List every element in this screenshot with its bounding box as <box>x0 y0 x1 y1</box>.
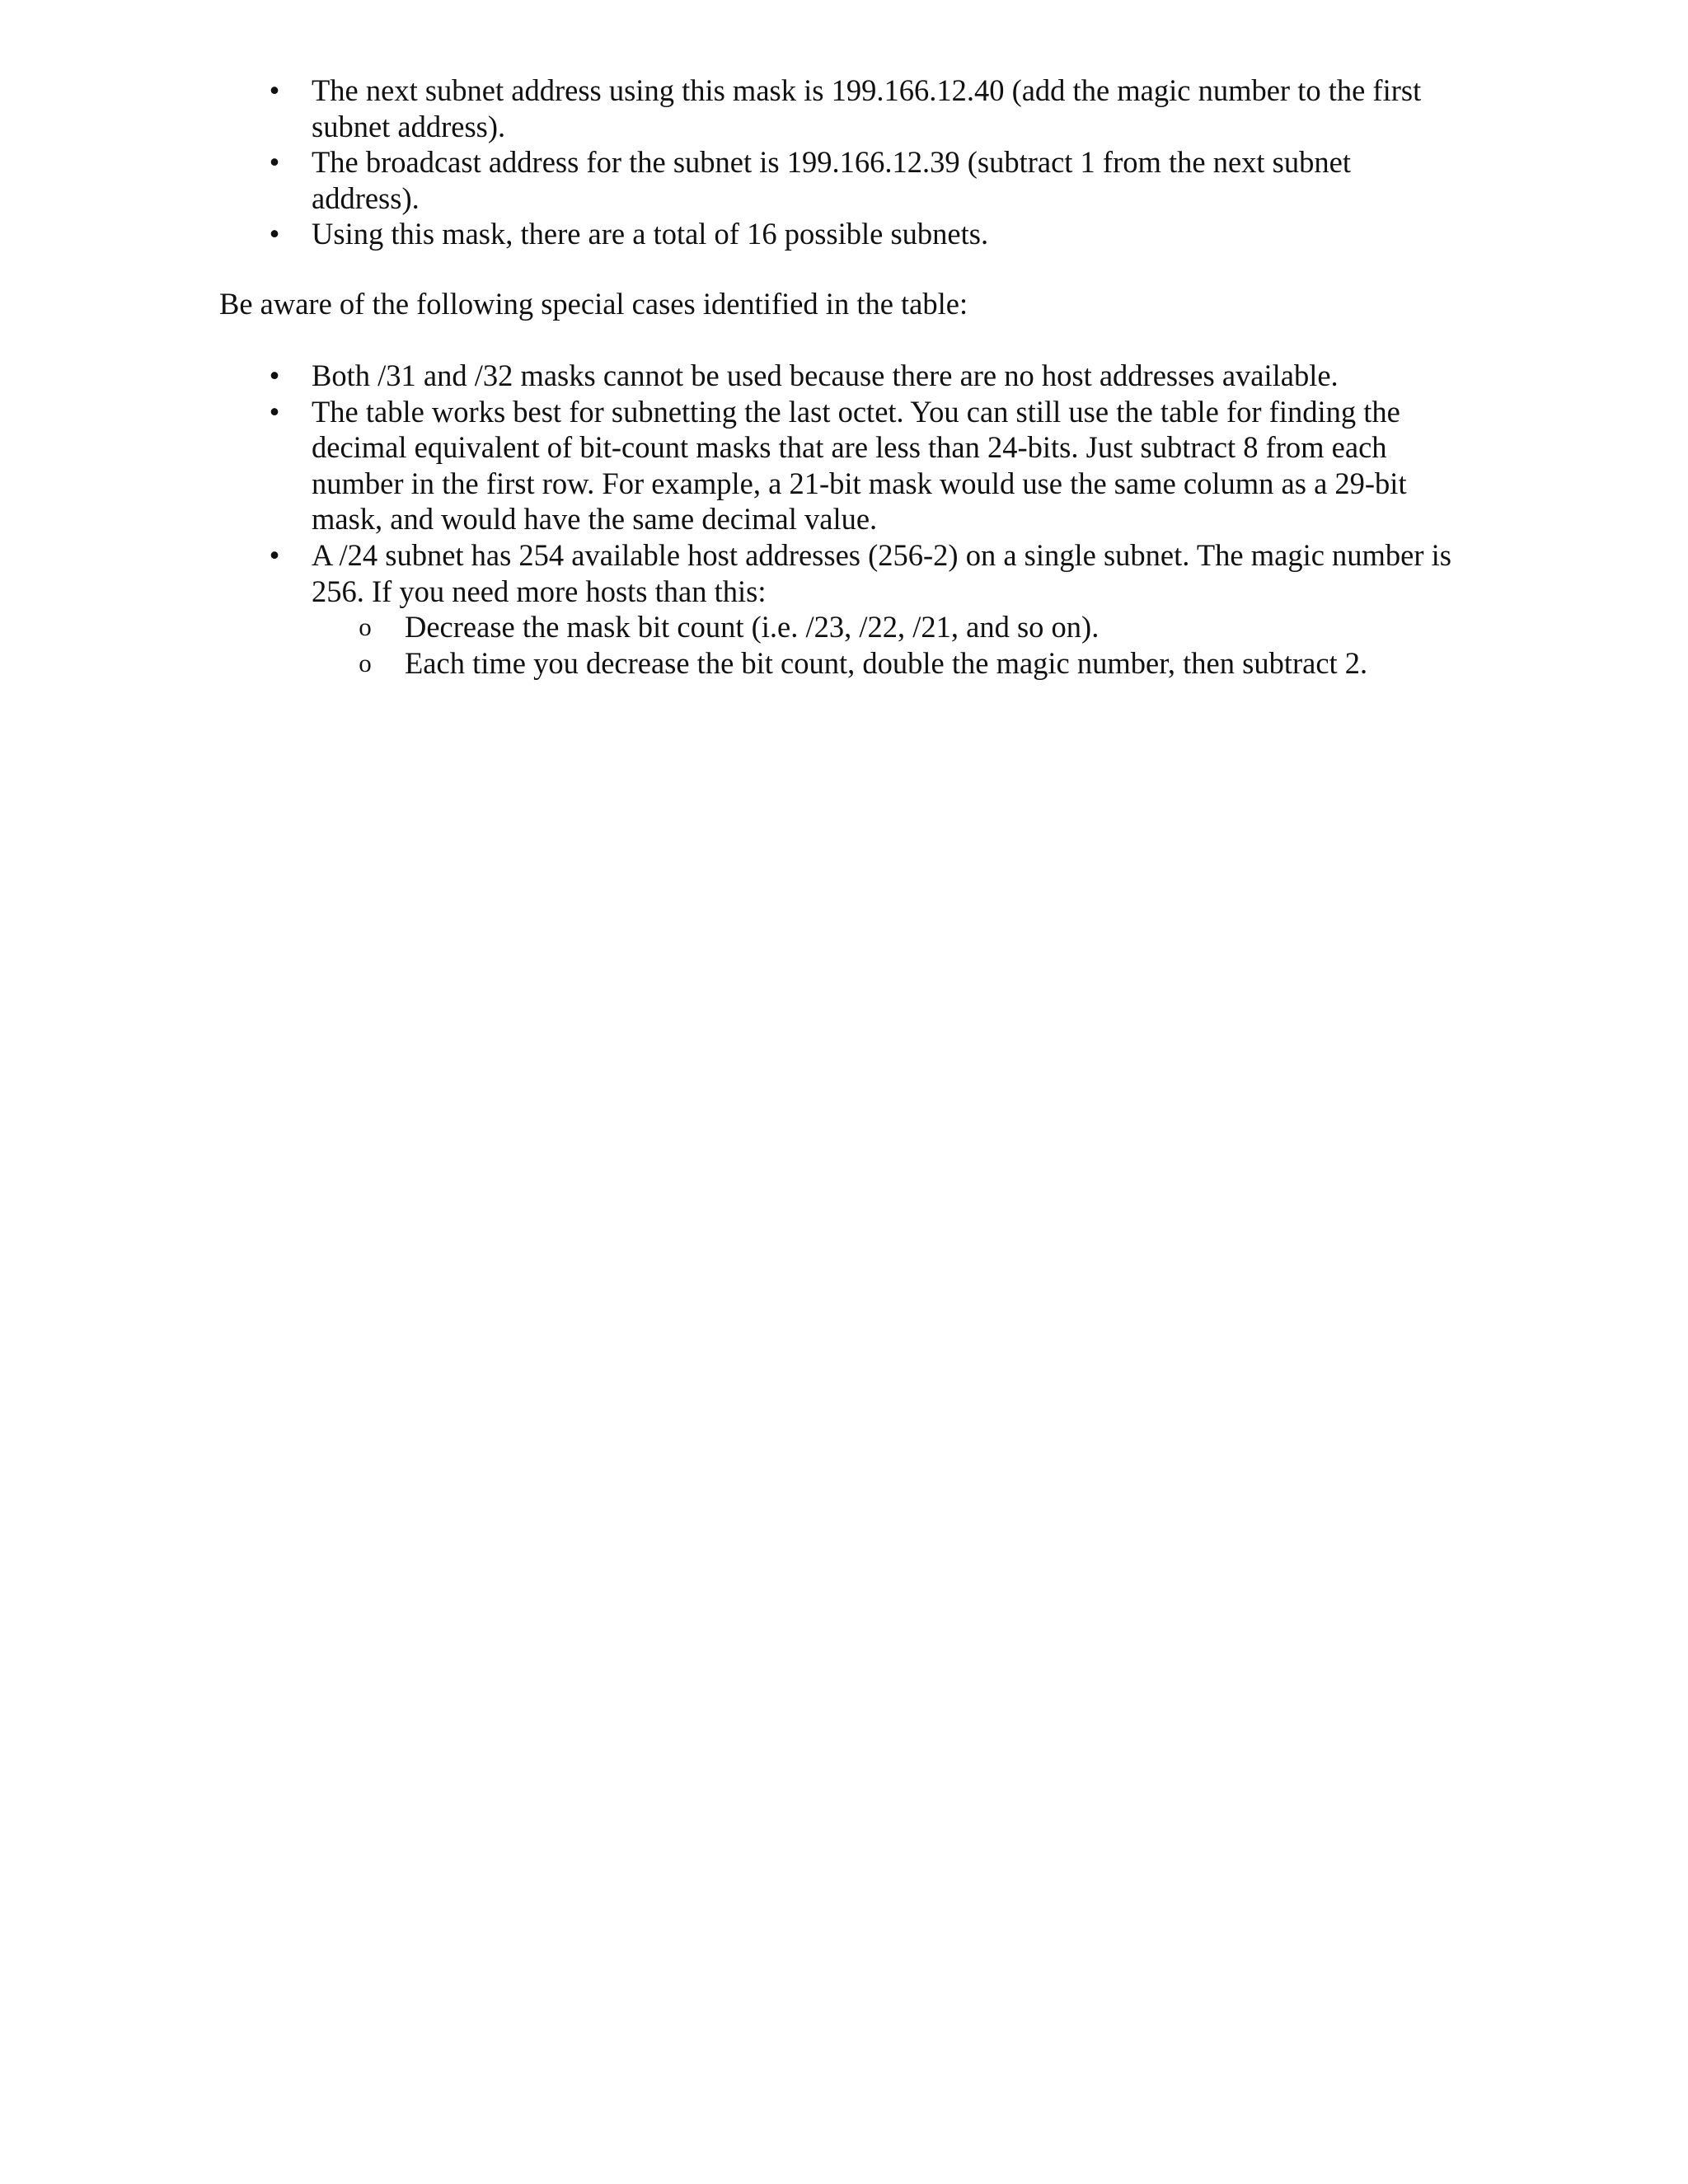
hollow-bullet-icon: o <box>359 648 372 677</box>
bullet-list-special-cases <box>269 358 1457 681</box>
sub-list-item <box>359 645 1457 682</box>
bullet-icon: • <box>269 145 280 180</box>
bullet-list-top <box>269 73 1465 252</box>
list-item-text: Both /31 and /32 masks cannot be used because there are no host addresses available. <box>312 359 1339 392</box>
sub-bullet-list <box>312 609 1457 681</box>
sub-list-item-text: Each time you decrease the bit count, double the magic number, then subtract 2. <box>405 645 1368 680</box>
list-item <box>269 358 1457 394</box>
list-item-text: The table works best for subnetting the last octet. You can still use the table for finding the decimal equivalent of bit-count masks that are less than 24-bits. Just subtract 8 from each number in the first row. For example, a 21-bit mask would use the same column as a 29-bit mask, and would have the same decimal value. <box>312 394 1407 537</box>
sub-list-item <box>359 609 1457 645</box>
list-item-text: The broadcast address for the subnet is 199.166.12.39 (subtract 1 from the next subnet address). <box>312 145 1351 215</box>
list-item <box>269 73 1465 144</box>
list-item-text: A /24 subnet has 254 available host addresses (256-2) on a single subnet. The magic number is 256. If you need more hosts than this: <box>312 537 1452 608</box>
bullet-icon: • <box>269 359 280 392</box>
list-item <box>269 394 1457 537</box>
special-cases-intro: Be aware of the following special cases identified in the table: <box>219 287 968 321</box>
sub-list-item-text: Decrease the mask bit count (i.e. /23, /22, /21, and so on). <box>405 610 1100 644</box>
list-item <box>269 144 1465 216</box>
bullet-icon: • <box>269 217 280 251</box>
list-item-text: The next subnet address using this mask is 199.166.12.40 (add the magic number to the first subnet address). <box>312 73 1422 143</box>
list-item-text: Using this mask, there are a total of 16 possible subnets. <box>312 217 989 251</box>
hollow-bullet-icon: o <box>359 612 372 642</box>
bullet-icon: • <box>269 73 280 107</box>
list-item <box>269 537 1457 681</box>
bullet-icon: • <box>269 537 280 572</box>
bullet-icon: • <box>269 394 280 429</box>
list-item <box>269 216 1465 252</box>
